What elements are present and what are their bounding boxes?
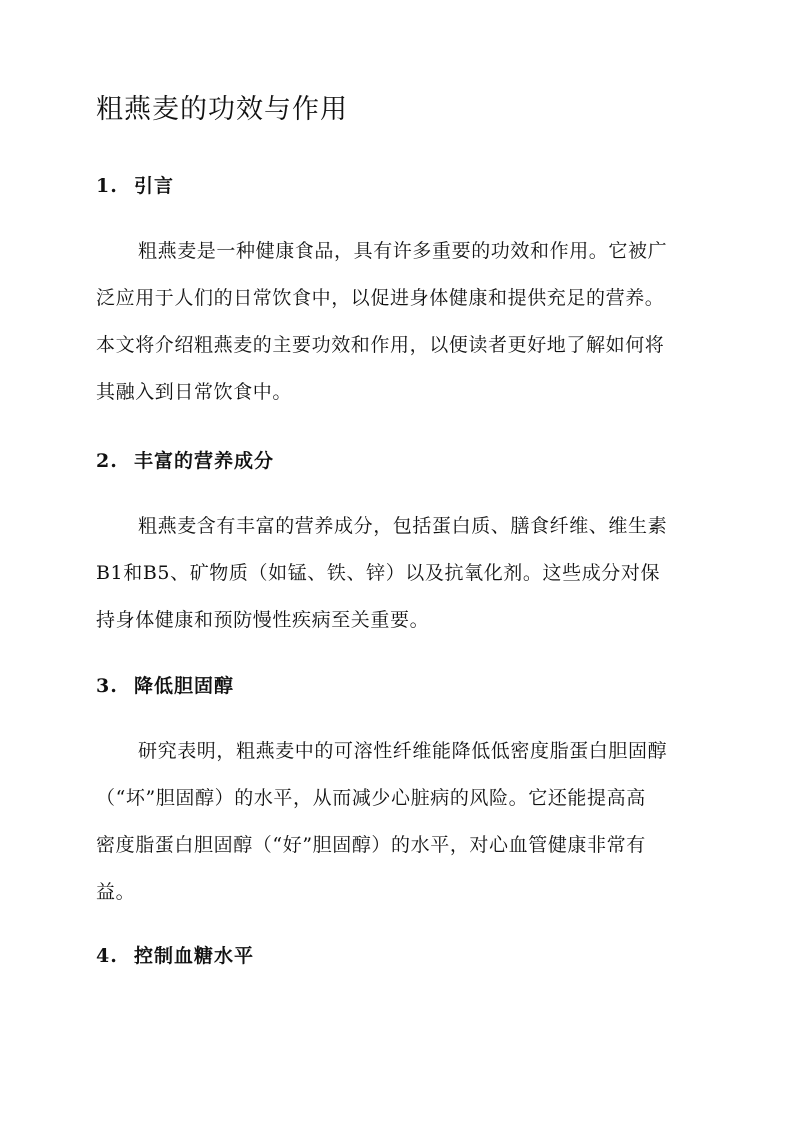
section-heading-text: 引言 (134, 175, 175, 197)
section-number: 4. (96, 945, 118, 967)
section-heading-text: 控制血糖水平 (134, 945, 255, 967)
paragraph-line: 研究表明，粗燕麦中的可溶性纤维能降低低密度脂蛋白胆固醇 (138, 740, 668, 762)
paragraph-line: 持身体健康和预防慢性疾病至关重要。 (96, 609, 430, 631)
paragraph-line: 密度脂蛋白胆固醇（“好”胆固醇）的水平，对心血管健康非常有 (96, 834, 646, 856)
paragraph-line: 粗燕麦含有丰富的营养成分，包括蛋白质、膳食纤维、维生素 (138, 515, 668, 537)
section-heading-text: 降低胆固醇 (134, 675, 235, 697)
section-heading-text: 丰富的营养成分 (134, 450, 275, 472)
section-number: 2. (96, 450, 118, 472)
section-heading-blood-sugar (96, 941, 254, 971)
paragraph-introduction (96, 228, 708, 416)
paragraph-line: B1和B5、矿物质（如锰、铁、锌）以及抗氧化剂。这些成分对保 (96, 562, 661, 584)
paragraph-line: 其融入到日常饮食中。 (96, 381, 293, 403)
paragraph-cholesterol (96, 728, 708, 916)
section-heading-cholesterol (96, 671, 234, 701)
section-number: 3. (96, 675, 118, 697)
paragraph-line: 益。 (96, 881, 136, 903)
paragraph-nutrition (96, 503, 708, 644)
section-number: 1. (96, 175, 118, 197)
section-heading-introduction (96, 171, 174, 201)
paragraph-line: （“坏”胆固醇）的水平，从而减少心脏病的风险。它还能提高高 (96, 787, 646, 809)
paragraph-line: 泛应用于人们的日常饮食中，以促进身体健康和提供充足的营养。 (96, 287, 665, 309)
document-title: 粗燕麦的功效与作用 (96, 94, 348, 125)
paragraph-line: 本文将介绍粗燕麦的主要功效和作用，以便读者更好地了解如何将 (96, 334, 665, 356)
paragraph-line: 粗燕麦是一种健康食品，具有许多重要的功效和作用。它被广 (138, 240, 668, 262)
section-heading-nutrition (96, 446, 274, 476)
